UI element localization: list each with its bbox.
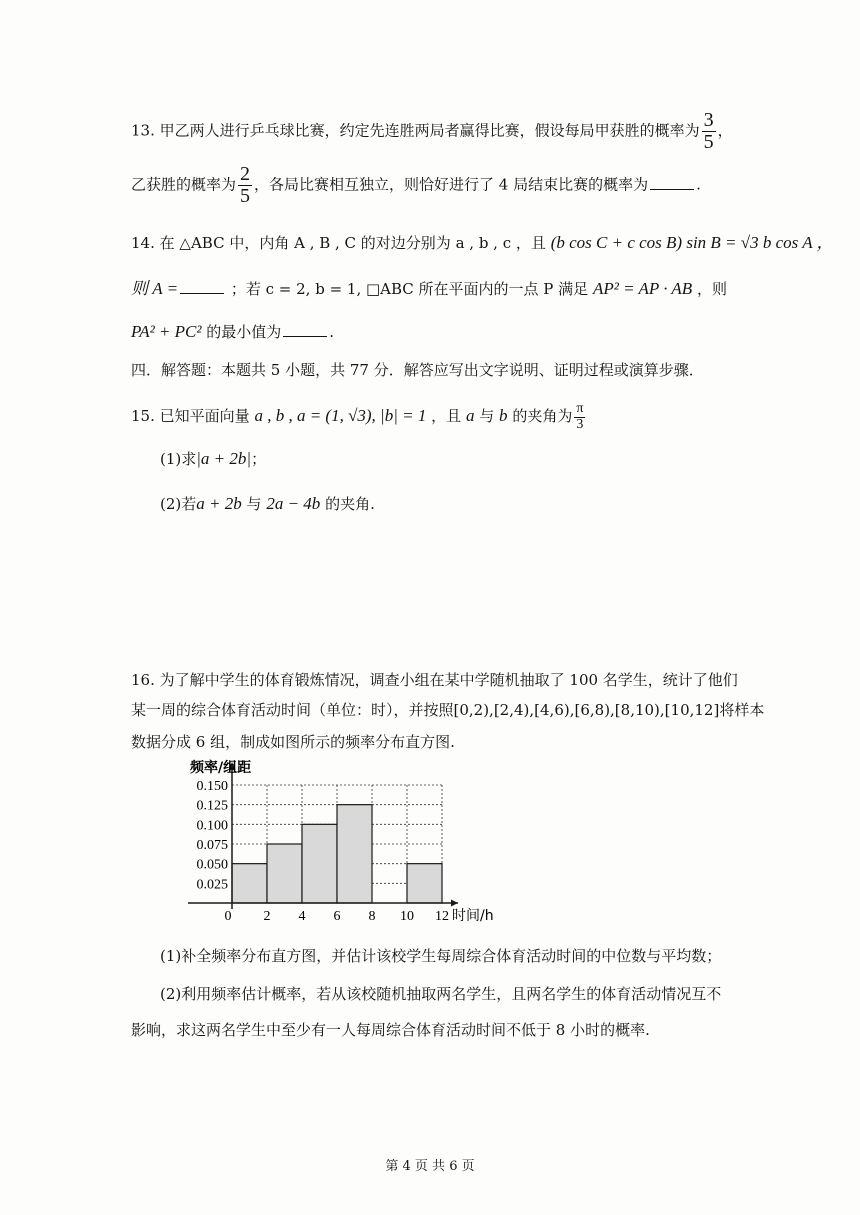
q13-line1: 13. 甲乙两人进行乒乓球比赛，约定先连胜两局者赢得比赛，假设每局甲获胜的概率为 $\frac{3}{5}$ ， xyxy=(131,109,733,153)
bar-0-2 xyxy=(232,864,267,903)
q14-expression: PA² + PC² xyxy=(131,322,202,341)
q15-label: 15. xyxy=(131,407,155,426)
q14-text2: ；若 c = 2, b = 1, □ABC 所在平面内的一点 P 满足 xyxy=(230,280,589,298)
q15-vectors: a , b , a = (1, √3), |b| = 1 xyxy=(254,406,427,426)
y-tick-label-0.075: 0.075 xyxy=(196,838,228,853)
q16-text1: 为了解中学生的体育锻炼情况，调查小组在某中学随机抽取了 100 名学生，统计了他们 xyxy=(159,671,738,689)
y-axis-title: 频率/组距 xyxy=(190,760,252,776)
q15-text1: 已知平面向量 xyxy=(159,407,250,426)
q14-a-equals: 则 A = xyxy=(131,279,179,298)
bar-4-6 xyxy=(302,824,337,903)
q14-line1 xyxy=(131,234,834,253)
q15-sub2-expression-1: a + 2b xyxy=(196,494,242,513)
section-4-header: 四．解答题：本题共 5 小题，共 77 分．解答应写出文字说明、证明过程或演算步骤． xyxy=(131,361,704,379)
x-tick-label-10: 10 xyxy=(400,909,414,924)
x-tick-label-2: 2 xyxy=(263,909,271,924)
q13-text3: ，各局比赛相互独立，则恰好进行了 4 局结束比赛的概率为 xyxy=(254,175,649,194)
y-tick-label-0.100: 0.100 xyxy=(196,818,228,834)
bar-10-12 xyxy=(407,864,442,903)
q13-text1: 甲乙两人进行乒乓球比赛，约定先连胜两局者赢得比赛，假设每局甲获胜的概率为 xyxy=(159,121,700,140)
q14-answer-blank-2 xyxy=(283,322,327,337)
q14-equation: (b cos C + c cos B) sin B = √3 b cos A ， xyxy=(550,233,834,252)
q14-text1: 在 △ABC 中，内角 A , B , C 的对边分别为 a , b , c ，且 xyxy=(159,234,546,252)
x-tick-label-12: 12 xyxy=(435,909,449,924)
x-tick-label-0: 0 xyxy=(224,909,232,924)
y-tick-label-0.025: 0.025 xyxy=(196,877,228,893)
x-tick-label-8: 8 xyxy=(368,909,376,924)
q13-p-fraction: $\frac{3}{5}$ xyxy=(703,109,714,153)
q15-line1: 15. 已知平面向量 a , b , a = (1, √3), |b| = 1 ，且 a 与 b 的夹角为 $\frac{\pi}{3}$ xyxy=(131,401,584,432)
page-footer: 第 4 页 共 6 页 xyxy=(385,1159,475,1174)
q13-q-fraction: $\frac{2}{5}$ xyxy=(240,163,251,207)
x-tick-label-6: 6 xyxy=(333,909,341,924)
q13-line2: 乙获胜的概率为 $\frac{2}{5}$ ，各局比赛相互独立，则恰好进行了 4 局结束比赛的概率为 . xyxy=(131,163,701,207)
bar-6-8 xyxy=(337,805,372,903)
q16-sub1: (1)补全频率分布直方图，并估计该校学生每周综合体育活动时间的中位数与平均数； xyxy=(160,947,722,965)
q15-sub1-expression: |a + 2b| xyxy=(196,449,252,468)
y-tick-label-0.150: 0.150 xyxy=(196,779,228,794)
q15-angle-fraction: $\frac{\pi}{3}$ xyxy=(576,401,584,432)
frequency-histogram xyxy=(180,758,494,930)
q14-label: 14. xyxy=(131,234,155,252)
bar-2-4 xyxy=(267,844,302,903)
q13-label: 13. xyxy=(131,121,155,140)
y-tick-label-0.050: 0.050 xyxy=(196,857,228,873)
q16-line1 xyxy=(131,672,738,689)
q14-answer-blank-1 xyxy=(180,279,224,294)
q16-line3: 数据分成 6 组，制成如图所示的频率分布直方图. xyxy=(131,733,455,751)
q14-line3: PA² + PC² 的最小值为 . xyxy=(131,322,335,341)
q14-text3: 的最小值为 xyxy=(206,323,282,341)
x-tick-label-4: 4 xyxy=(298,909,306,924)
x-axis-title: 时间/h xyxy=(452,908,494,924)
q14-condition: AP² = AP · AB xyxy=(592,279,693,298)
q13-answer-blank xyxy=(650,175,694,190)
q16-sub2-line2: 影响，求这两名学生中至少有一人每周综合体育活动时间不低于 8 小时的概率. xyxy=(131,1021,650,1039)
q15-sub2: (2)若a + 2b 与 2a − 4b 的夹角. xyxy=(160,494,375,513)
q16-sub2-line1: (2)利用频率估计概率，若从该校随机抽取两名学生，且两名学生的体育活动情况互不 xyxy=(160,985,722,1003)
q16-label: 16. xyxy=(131,671,155,689)
q15-sub1: (1)求|a + 2b|； xyxy=(160,449,267,468)
x-axis-arrow xyxy=(451,900,458,907)
q16-line2: 某一周的综合体育活动时间（单位：时），并按照[0,2),[2,4),[4,6),[6,8),[8,10),[10,12]将样本 xyxy=(131,701,765,719)
q14-line2: 则 A = ；若 c = 2, b = 1, □ABC 所在平面内的一点 P 满足 AP² = AP · AB ，则 xyxy=(131,279,727,298)
q15-sub2-expression-2: 2a − 4b xyxy=(266,494,321,513)
chart-bars xyxy=(232,805,442,903)
q13-text2: 乙获胜的概率为 xyxy=(131,175,237,194)
y-tick-label-0.125: 0.125 xyxy=(196,798,228,814)
